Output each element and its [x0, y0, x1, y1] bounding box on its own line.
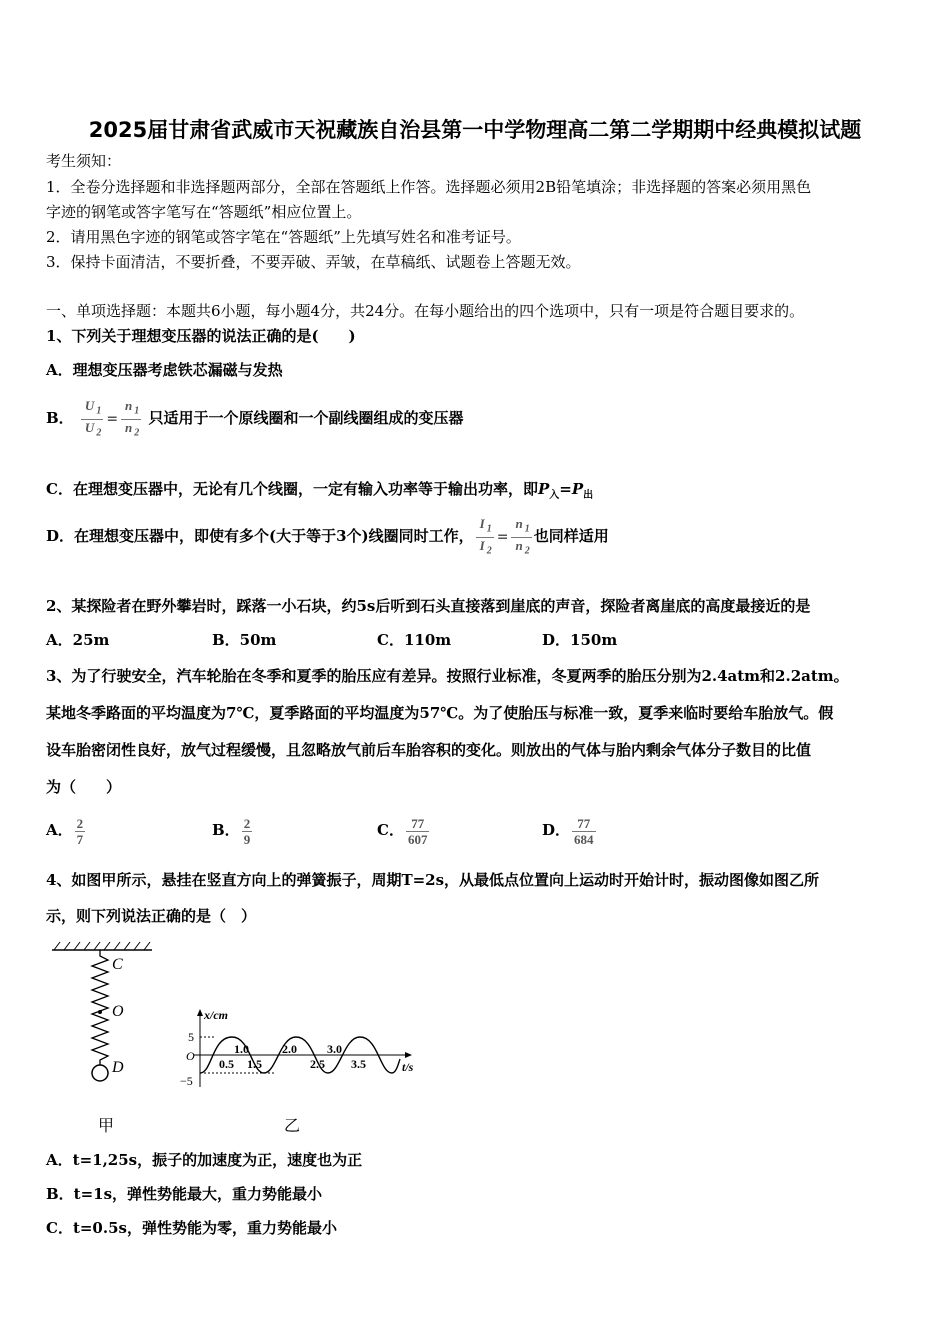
- t-tick-0.5: 0.5: [219, 1057, 234, 1071]
- q3-line-3: 设车胎密闭性良好，放气过程缓慢，且忽略放气前后车胎容积的变化。则放出的气体与胎内剩余气体分子数目的比值: [46, 741, 812, 759]
- t-axis-arrow: [405, 1052, 412, 1058]
- equilibrium-dot: [98, 1010, 102, 1014]
- q1-stem: 1、下列关于理想变压器的说法正确的是( ): [46, 327, 356, 345]
- q2-option-a: A．25m: [46, 631, 110, 649]
- q3-option-b: B． $\frac{2}{9}$: [212, 815, 251, 847]
- y-tick-minus5: −5: [180, 1074, 193, 1088]
- ceiling-hatching: [54, 942, 150, 950]
- q1-option-b: B． $\frac{U _1}{U _2}$ = $\frac{n _1}{n _2}$ 只适用于一个原线圈和一个副线圈组成的变压器: [46, 398, 464, 439]
- figure-a-caption: 甲: [98, 1116, 115, 1135]
- q1-b-fraction-n: $\frac{n _1}{n _2}$: [121, 398, 141, 440]
- q3-line-1: 3、为了行驶安全，汽车轮胎在冬季和夏季的胎压应有差异。按照行业标准，冬夏两季的胎压分别为2.4atm和2.2atm。: [46, 667, 849, 685]
- section-heading: 一、单项选择题：本题共6小题，每小题4分，共24分。在每小题给出的四个选项中，只有一项是符合题目要求的。: [46, 302, 805, 320]
- y-axis-arrow: [197, 1009, 203, 1016]
- q4-option-a: A．t=1,25s，振子的加速度为正，速度也为正: [46, 1151, 363, 1169]
- notice-line-1a: 1．全卷分选择题和非选择题两部分，全部在答题纸上作答。选择题必须用2B铅笔填涂；非选择题的答案必须用黑色: [46, 178, 812, 196]
- spring-coil: [92, 950, 108, 1066]
- notice-line-2: 2．请用黑色字迹的钢笔或答字笔在“答题纸”上先填写姓名和准考证号。: [46, 228, 521, 246]
- t-tick-2.5: 2.5: [310, 1057, 325, 1071]
- notice-heading: 考生须知：: [46, 152, 122, 170]
- q4-option-b: B．t=1s，弹性势能最大，重力势能最小: [46, 1185, 323, 1203]
- q1-b-text: 只适用于一个原线圈和一个副线圈组成的变压器: [148, 409, 464, 428]
- label-c: C: [112, 956, 123, 973]
- q3-option-c: C． $\frac{77}{607}$: [377, 815, 428, 847]
- q2-option-c: C．110m: [377, 631, 452, 649]
- q1-option-c: C．在理想变压器中，无论有几个线圈，一定有输入功率等于输出功率，即$P_入=P_出$: [46, 480, 594, 501]
- label-d: D: [112, 1059, 124, 1076]
- q1-d-fraction-i: $\frac{I _1}{I _2}$: [476, 516, 494, 558]
- t-tick-3.5: 3.5: [351, 1057, 366, 1071]
- t-tick-3.0: 3.0: [327, 1042, 342, 1056]
- figure-b-caption: 乙: [284, 1116, 301, 1135]
- q1-option-d: D．在理想变压器中，即使有多个(大于等于3个)线圈同时工作， $\frac{I _1}{I _2}$ = $\frac{n _1}{n _2}$ 也同样适用: [46, 515, 609, 557]
- q1-d-fraction-n: $\frac{n _1}{n _2}$: [511, 516, 531, 558]
- q3-line-2: 某地冬季路面的平均温度为7℃，夏季路面的平均温度为57℃。为了使胎压与标准一致，夏季来临时要给车胎放气。假: [46, 704, 834, 722]
- q2-option-d: D．150m: [542, 631, 618, 649]
- q1-d-text: D．在理想变压器中，即使有多个(大于等于3个)线圈同时工作，: [46, 527, 474, 545]
- q1-option-a: A．理想变压器考虑铁芯漏磁与发热: [46, 361, 283, 379]
- q1-b-label: B．: [46, 409, 74, 428]
- q3-line-4: 为（ ）: [46, 778, 122, 796]
- label-o: O: [112, 1003, 124, 1020]
- t-tick-1.5: 1.5: [247, 1057, 262, 1071]
- y-axis-label: x/cm: [204, 1008, 228, 1022]
- t-tick-2.0: 2.0: [282, 1042, 297, 1056]
- q2-stem: 2、某探险者在野外攀岩时，踩落一小石块，约5s后听到石头直接落到崖底的声音，探险者离崖底的高度最接近的是: [46, 597, 811, 615]
- notice-line-3: 3．保持卡面清洁，不要折叠，不要弄破、弄皱，在草稿纸、试题卷上答题无效。: [46, 253, 581, 271]
- q4-option-c: C．t=0.5s，弹性势能为零，重力势能最小: [46, 1219, 337, 1237]
- origin-label: O: [186, 1049, 195, 1063]
- page-title: 2025届甘肃省武威市天祝藏族自治县第一中学物理高二第二学期期中经典模拟试题: [88, 118, 862, 142]
- spring-oscillator-figure: [46, 938, 166, 1098]
- q2-option-b: B．50m: [212, 631, 277, 649]
- y-tick-5: 5: [188, 1030, 194, 1044]
- oscillator-ball: [92, 1065, 108, 1081]
- q3-option-d: D． $\frac{77}{684}$: [542, 815, 594, 847]
- q4-line-2: 示，则下列说法正确的是（ ）: [46, 907, 257, 925]
- q1-b-fraction-u: $\frac{U _1}{U _2}$: [81, 398, 103, 440]
- q1-d-tail: 也同样适用: [533, 527, 609, 545]
- notice-line-1b: 字迹的钢笔或答字笔写在“答题纸”相应位置上。: [46, 203, 362, 221]
- t-axis-label: t/s: [402, 1060, 414, 1074]
- vibration-graph: [170, 1003, 430, 1093]
- t-tick-1.0: 1.0: [234, 1042, 249, 1056]
- q3-option-a: A． $\frac{2}{7}$: [46, 815, 84, 847]
- q4-line-1: 4、如图甲所示，悬挂在竖直方向上的弹簧振子，周期T=2s，从最低点位置向上运动时开始计时，振动图像如图乙所: [46, 871, 820, 889]
